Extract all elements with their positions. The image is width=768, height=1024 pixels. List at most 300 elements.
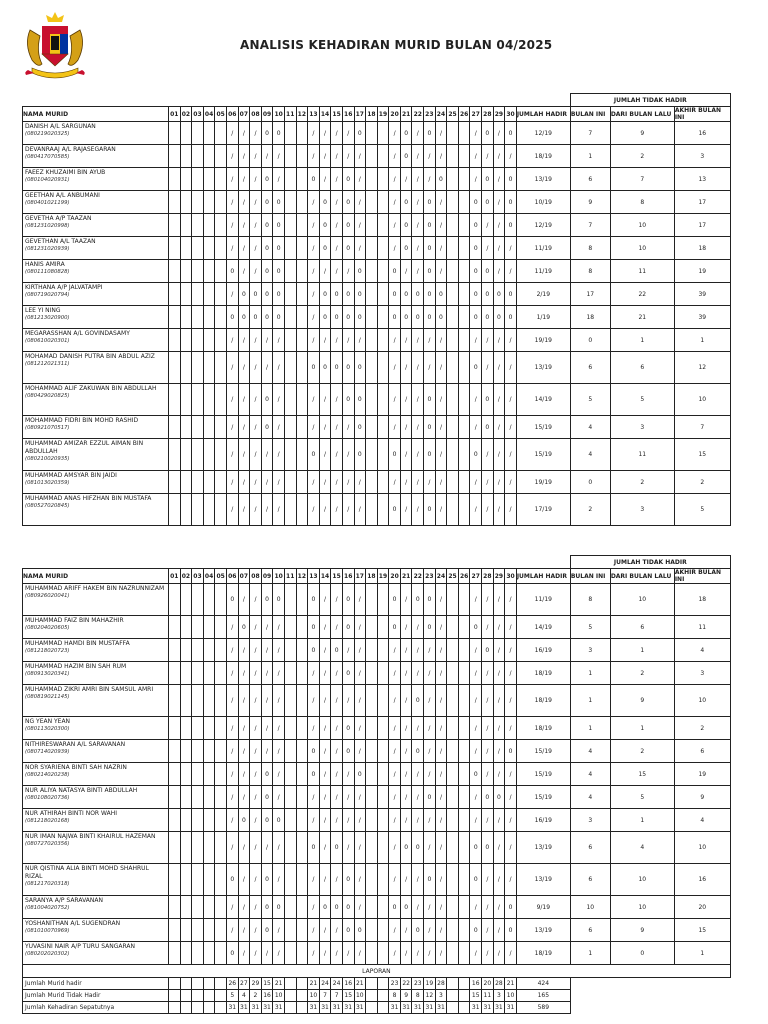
dari-bulan-lalu: 1 [610,809,674,832]
attendance-mark: / [226,214,238,237]
attendance-mark: / [435,237,447,260]
attendance-mark [192,584,204,616]
attendance-mark: / [319,662,331,685]
day-header: 01 [169,569,181,584]
attendance-mark: 0 [319,896,331,919]
attendance-mark: / [342,942,354,965]
student-name: NG YEAN YEAN [25,718,71,725]
attendance-mark: / [482,616,494,639]
attendance-mark: 0 [412,740,424,763]
attendance-mark: / [319,639,331,662]
attendance-mark [284,352,296,384]
akhir-bulan-ini: 19 [674,260,730,283]
attendance-mark: / [389,384,401,416]
attendance-mark: 0 [424,306,436,329]
attendance-mark: / [400,439,412,471]
attendance-mark [377,494,389,526]
attendance-mark: / [482,896,494,919]
akhir-bulan-ini: 9 [674,786,730,809]
jumlah-hadir: 15/19 [516,763,570,786]
attendance-mark [169,306,181,329]
jumlah-hadir: 19/19 [516,329,570,352]
attendance-mark [169,416,181,439]
student-name: NUR IMAN NAJWA BINTI KHAIRUL HAZEMAN [25,833,156,840]
student-cell [23,616,169,639]
student-row [23,237,731,260]
report-value: 28 [435,978,447,990]
attendance-mark: / [250,584,262,616]
attendance-mark: 0 [412,919,424,942]
attendance-mark [458,740,470,763]
attendance-mark: 0 [482,283,494,306]
attendance-mark: / [319,384,331,416]
attendance-mark [284,942,296,965]
student-row [23,763,731,786]
student-name: MUHAMMAD AMSYAR BIN JAIDI [25,472,117,479]
attendance-mark: / [250,191,262,214]
attendance-mark [377,439,389,471]
student-ic: (080111080828) [25,269,70,275]
attendance-mark [192,260,204,283]
attendance-mark: / [354,616,366,639]
attendance-mark [180,685,192,717]
attendance-mark: / [354,237,366,260]
attendance-mark: / [238,717,250,740]
attendance-mark: / [505,471,517,494]
student-ic: (080219020325) [25,131,70,137]
attendance-mark [296,896,308,919]
attendance-mark [366,237,378,260]
attendance-mark [366,145,378,168]
page-title: ANALISIS KEHADIRAN MURID BULAN 04/2025 [240,38,553,52]
attendance-mark: / [250,439,262,471]
attendance-mark: 0 [319,191,331,214]
day-header: 12 [296,107,308,122]
attendance-mark: 0 [261,168,273,191]
day-header: 05 [215,107,227,122]
attendance-mark: / [250,494,262,526]
attendance-mark: 0 [470,439,482,471]
attendance-mark: 0 [400,122,412,145]
akhir-bulan-ini: 2 [674,717,730,740]
attendance-mark: / [412,191,424,214]
report-value: 31 [226,1002,238,1014]
attendance-mark: / [308,384,320,416]
report-value: 8 [389,990,401,1002]
bulan-ini-header: BULAN INI [570,107,610,122]
day-header: 26 [458,569,470,584]
attendance-mark: / [424,685,436,717]
attendance-mark: 0 [331,639,343,662]
attendance-mark: / [470,329,482,352]
akhir-bulan-ini: 10 [674,384,730,416]
jumlah-hadir: 18/19 [516,942,570,965]
attendance-mark [377,809,389,832]
attendance-mark: / [470,584,482,616]
attendance-mark: / [412,439,424,471]
report-value: 31 [389,1002,401,1014]
attendance-mark [447,639,459,662]
attendance-mark: / [354,942,366,965]
attendance-mark [284,685,296,717]
attendance-mark: / [273,145,285,168]
attendance-mark: / [482,352,494,384]
student-ic: (080214020238) [25,772,70,778]
attendance-mark: / [400,329,412,352]
attendance-mark [192,786,204,809]
attendance-mark [366,662,378,685]
attendance-mark: 0 [505,168,517,191]
attendance-mark: / [250,616,262,639]
day-header: 29 [493,569,505,584]
attendance-mark [377,942,389,965]
attendance-mark: / [226,494,238,526]
day-header: 15 [331,569,343,584]
attendance-mark: 0 [308,639,320,662]
attendance-mark: / [389,919,401,942]
report-value: 31 [342,1002,354,1014]
attendance-mark: 0 [389,283,401,306]
report-value: 4 [238,990,250,1002]
attendance-mark [377,260,389,283]
attendance-mark [458,494,470,526]
attendance-mark: / [261,639,273,662]
attendance-mark: / [226,809,238,832]
report-value [203,978,215,990]
attendance-mark [180,439,192,471]
hadir-header: JUMLAH HADIR [516,107,570,122]
day-header: 18 [366,107,378,122]
attendance-mark: 0 [470,616,482,639]
attendance-mark [169,919,181,942]
jumlah-hadir: 11/19 [516,584,570,616]
attendance-mark: / [493,740,505,763]
attendance-mark [296,471,308,494]
attendance-mark: / [261,740,273,763]
attendance-mark [296,122,308,145]
attendance-mark [296,685,308,717]
attendance-mark: 0 [250,306,262,329]
bulan-ini: 6 [570,864,610,896]
akhir-bulan-ini: 11 [674,616,730,639]
attendance-mark [169,439,181,471]
report-value [366,978,378,990]
report-value [458,990,470,1002]
attendance-mark [284,864,296,896]
attendance-mark: / [319,145,331,168]
akhir-bulan-ini: 39 [674,306,730,329]
attendance-mark [458,809,470,832]
attendance-mark: / [389,662,401,685]
jumlah-hadir: 16/19 [516,639,570,662]
attendance-mark: / [226,639,238,662]
attendance-mark [366,416,378,439]
attendance-mark: 0 [308,352,320,384]
attendance-mark: / [273,471,285,494]
dari-bulan-lalu: 10 [610,584,674,616]
student-ic: (081010070969) [25,928,70,934]
attendance-mark: / [505,763,517,786]
bulan-ini: 6 [570,352,610,384]
dari-bulan-lalu: 10 [610,237,674,260]
student-row [23,864,731,896]
attendance-mark: / [400,919,412,942]
attendance-mark: 0 [470,763,482,786]
attendance-mark [458,168,470,191]
report-value [203,990,215,1002]
report-value [215,978,227,990]
attendance-mark: / [435,145,447,168]
attendance-mark: / [412,942,424,965]
attendance-mark: / [273,416,285,439]
attendance-mark: / [400,471,412,494]
day-header: 20 [389,569,401,584]
attendance-mark [284,896,296,919]
student-ic: (080719020794) [25,292,70,298]
attendance-mark [192,329,204,352]
day-header: 08 [250,569,262,584]
attendance-mark: / [250,717,262,740]
attendance-mark: 0 [273,809,285,832]
day-header: 13 [308,569,320,584]
attendance-mark: / [412,639,424,662]
report-value: 7 [319,990,331,1002]
attendance-mark: 0 [389,896,401,919]
attendance-mark: / [470,685,482,717]
attendance-mark [458,439,470,471]
attendance-mark [377,214,389,237]
attendance-mark: 0 [354,352,366,384]
attendance-mark: / [470,639,482,662]
attendance-mark [366,919,378,942]
report-value: 31 [238,1002,250,1014]
attendance-mark [169,616,181,639]
day-header: 10 [273,569,285,584]
attendance-mark: / [250,685,262,717]
report-value [284,990,296,1002]
attendance-mark: / [319,809,331,832]
attendance-mark: / [400,384,412,416]
attendance-mark: / [273,763,285,786]
attendance-mark: / [250,832,262,864]
bulan-ini: 1 [570,145,610,168]
attendance-mark: / [354,740,366,763]
attendance-mark: / [226,740,238,763]
attendance-mark: 0 [493,306,505,329]
student-row [23,616,731,639]
attendance-mark: / [319,942,331,965]
attendance-mark [447,122,459,145]
attendance-mark: / [273,832,285,864]
day-header: 23 [424,569,436,584]
attendance-mark [366,942,378,965]
attendance-mark [296,260,308,283]
dari-bulan-lalu: 1 [610,329,674,352]
day-header: 16 [342,107,354,122]
attendance-mark [458,832,470,864]
attendance-mark: / [354,717,366,740]
student-cell [23,809,169,832]
attendance-mark [284,616,296,639]
attendance-mark: / [493,191,505,214]
attendance-mark [169,584,181,616]
report-total: 424 [516,978,570,990]
akhir-bulan-ini: 5 [674,494,730,526]
dari-bulan-lalu: 1 [610,639,674,662]
attendance-mark: / [354,809,366,832]
attendance-mark [215,329,227,352]
attendance-mark: / [250,740,262,763]
day-header: 04 [203,569,215,584]
attendance-mark [215,283,227,306]
attendance-mark [377,616,389,639]
attendance-mark: / [493,471,505,494]
attendance-mark: / [308,145,320,168]
attendance-mark [180,168,192,191]
attendance-mark: / [250,864,262,896]
attendance-mark [180,260,192,283]
attendance-mark [366,896,378,919]
report-value [366,990,378,1002]
attendance-mark: 0 [389,616,401,639]
attendance-mark: / [389,145,401,168]
student-row [23,786,731,809]
dari-bulan-lalu: 5 [610,384,674,416]
attendance-mark: / [482,763,494,786]
attendance-mark: / [308,214,320,237]
attendance-mark [192,740,204,763]
attendance-mark [169,352,181,384]
attendance-mark: / [238,168,250,191]
student-name: DANISH A/L SARGUNAN [25,123,96,130]
attendance-mark [169,896,181,919]
akhir-bulan-ini: 15 [674,919,730,942]
report-value: 15 [261,978,273,990]
day-header: 22 [412,569,424,584]
attendance-mark: 0 [505,306,517,329]
attendance-mark [192,717,204,740]
attendance-mark: / [226,616,238,639]
dari-bulan-lalu: 2 [610,662,674,685]
student-ic: (081218020168) [25,818,70,824]
attendance-mark: 0 [226,864,238,896]
akhir-bulan-header: AKHIR BULAN INI [674,107,730,122]
attendance-mark [458,616,470,639]
attendance-mark [366,384,378,416]
attendance-mark: 0 [261,237,273,260]
attendance-mark: / [319,832,331,864]
attendance-mark [447,942,459,965]
attendance-mark: 0 [226,260,238,283]
attendance-mark: 0 [342,191,354,214]
attendance-mark: / [331,494,343,526]
attendance-mark [447,283,459,306]
attendance-mark: / [505,809,517,832]
attendance-mark: / [470,122,482,145]
report-value: 20 [482,978,494,990]
attendance-mark: / [319,786,331,809]
attendance-mark: / [493,384,505,416]
report-label: Jumlah Murid Tidak Hadir [23,990,169,1002]
day-header: 23 [424,107,436,122]
attendance-mark: / [354,168,366,191]
attendance-mark: / [250,145,262,168]
akhir-bulan-ini: 16 [674,122,730,145]
attendance-mark: / [412,352,424,384]
attendance-mark: / [435,763,447,786]
attendance-mark [366,639,378,662]
student-name: GEVETHA A/P TAAZAN [25,215,92,222]
attendance-mark [169,283,181,306]
report-value [215,990,227,1002]
attendance-mark: / [250,352,262,384]
dari-bulan-lalu: 11 [610,260,674,283]
attendance-mark: / [226,896,238,919]
day-header: 17 [354,569,366,584]
attendance-mark [284,145,296,168]
attendance-mark [458,685,470,717]
bulan-ini: 7 [570,214,610,237]
attendance-mark [447,306,459,329]
akhir-bulan-ini: 12 [674,352,730,384]
student-ic: (080417070585) [25,154,70,160]
attendance-mark: / [505,584,517,616]
attendance-mark: 0 [435,306,447,329]
student-name: MOHAMMAD ALIF ZAKUWAN BIN ABDULLAH [25,385,157,392]
attendance-mark: 0 [261,584,273,616]
bulan-ini: 0 [570,471,610,494]
attendance-mark: / [505,260,517,283]
student-ic: (081217020318) [25,881,70,887]
attendance-mark: 0 [470,214,482,237]
attendance-mark [215,896,227,919]
attendance-mark [284,191,296,214]
report-value: 31 [250,1002,262,1014]
report-value: 8 [412,990,424,1002]
attendance-mark: / [389,214,401,237]
attendance-mark: / [412,786,424,809]
attendance-mark: / [470,168,482,191]
attendance-mark [169,942,181,965]
attendance-mark [169,662,181,685]
bulan-ini: 5 [570,384,610,416]
attendance-mark: / [342,471,354,494]
attendance-mark [215,416,227,439]
attendance-mark: / [238,864,250,896]
attendance-mark: / [412,471,424,494]
attendance-mark: / [493,896,505,919]
attendance-mark [192,306,204,329]
attendance-mark [377,639,389,662]
attendance-mark: 0 [470,191,482,214]
attendance-mark [458,306,470,329]
attendance-mark: / [319,616,331,639]
attendance-mark: / [226,122,238,145]
bulan-ini: 2 [570,494,610,526]
student-ic: (080113020300) [25,726,70,732]
attendance-mark: / [238,942,250,965]
student-ic: (081218020723) [25,648,70,654]
attendance-mark [203,494,215,526]
attendance-mark [203,384,215,416]
attendance-mark [377,584,389,616]
attendance-mark [203,416,215,439]
attendance-mark: / [424,168,436,191]
attendance-mark [447,191,459,214]
attendance-mark: / [493,439,505,471]
attendance-mark: 0 [261,384,273,416]
attendance-mark: 0 [342,740,354,763]
